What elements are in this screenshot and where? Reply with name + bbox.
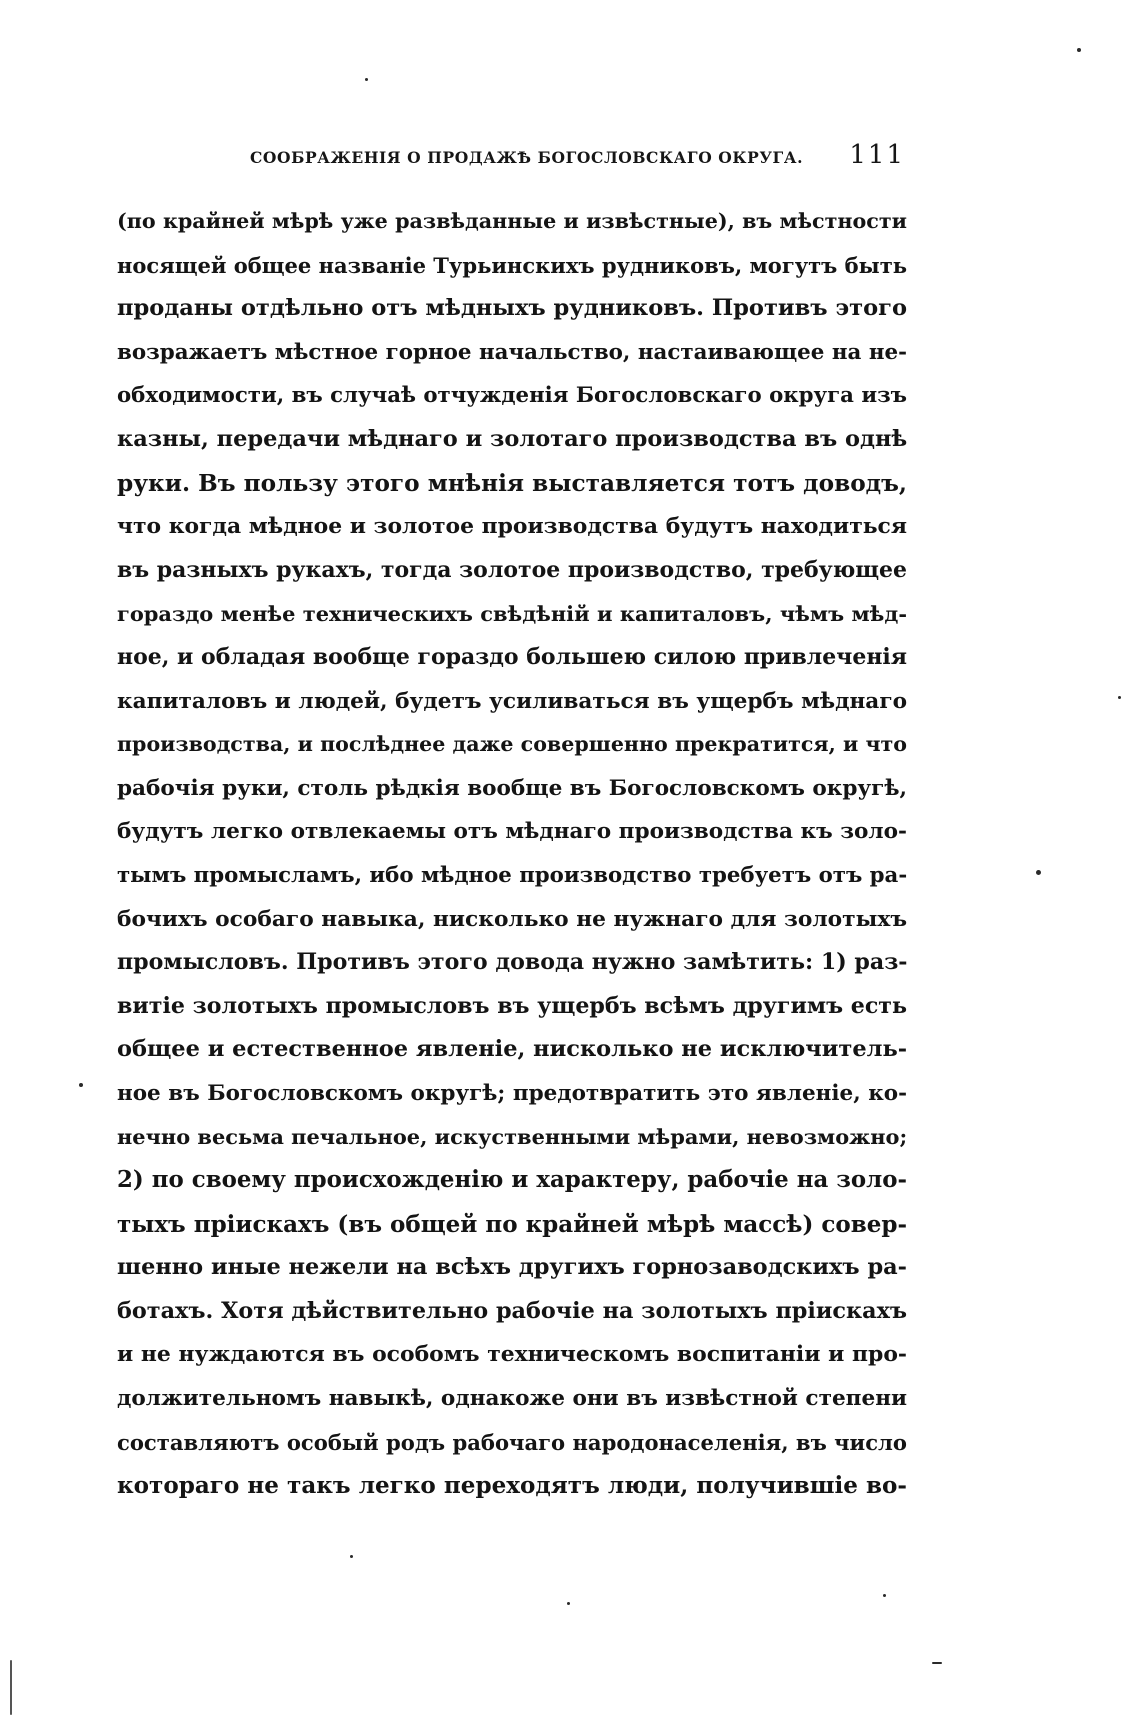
- scan-speck: [1118, 696, 1121, 699]
- text-line: что когда мѣдное и золотое производства будутъ находиться: [117, 513, 907, 540]
- text-line: 2) по своему происхожденію и характеру, рабочіе на золо-: [117, 1167, 907, 1194]
- text-line: проданы отдѣльно отъ мѣдныхъ рудниковъ. Противъ этого: [117, 295, 907, 322]
- text-line: будутъ легко отвлекаемы отъ мѣднаго производства къ золо-: [117, 819, 907, 845]
- text-line: тыхъ пріискахъ (въ общей по крайней мѣрѣ массѣ) совер-: [117, 1210, 907, 1238]
- text-line: должительномъ навыкѣ, однакоже они въ извѣстной степени: [117, 1386, 907, 1412]
- scan-speck: [350, 1555, 353, 1558]
- text-line: гораздо менѣе техническихъ свѣдѣній и капиталовъ, чѣмъ мѣд-: [117, 601, 907, 627]
- text-line: витіе золотыхъ промысловъ въ ущербъ всѣмъ другимъ есть: [117, 992, 907, 1019]
- text-line: тымъ промысламъ, ибо мѣдное производство требуетъ отъ ра-: [117, 862, 907, 888]
- scan-speck: [883, 1594, 886, 1597]
- text-line: ботахъ. Хотя дѣйствительно рабочіе на золотыхъ пріискахъ: [117, 1297, 907, 1324]
- text-line: общее и естественное явленіе, нисколько не исключитель-: [117, 1036, 907, 1063]
- running-title: СООБРАЖЕНІЯ О ПРОДАЖѢ БОГОСЛОВСКАГО ОКРУГА.: [250, 148, 804, 167]
- text-line: ное, и обладая вообще гораздо большею силою привлеченія: [117, 643, 907, 670]
- scan-speck: [567, 1602, 570, 1605]
- text-line: нечно весьма печальное, искуственными мѣрами, невозможно;: [117, 1124, 907, 1150]
- scan-speck: [365, 78, 368, 81]
- scan-speck: [79, 1083, 83, 1087]
- text-line: капиталовъ и людей, будетъ усиливаться въ ущербъ мѣднаго: [117, 688, 907, 714]
- text-line: и не нуждаются въ особомъ техническомъ воспитаніи и про-: [117, 1341, 907, 1368]
- text-line: руки. Въ пользу этого мнѣнія выставляется тотъ доводъ,: [117, 469, 907, 497]
- page-number: 111: [849, 140, 905, 170]
- text-line: носящей общее названіе Турьинскихъ рудниковъ, могутъ быть: [117, 252, 907, 278]
- scan-speck: [10, 1660, 12, 1715]
- scan-speck: [932, 1662, 942, 1664]
- running-header: [250, 140, 905, 180]
- scan-speck: [1036, 870, 1041, 875]
- text-line: возражаетъ мѣстное горное начальство, настаивающее на не-: [117, 339, 907, 365]
- text-line: промысловъ. Противъ этого довода нужно замѣтить: 1) раз-: [117, 949, 907, 976]
- text-line: въ разныхъ рукахъ, тогда золотое производство, требующее: [117, 556, 907, 583]
- body-paragraph: [117, 200, 907, 1508]
- text-line: шенно иные нежели на всѣхъ другихъ горнозаводскихъ ра-: [117, 1254, 907, 1281]
- text-line: казны, передачи мѣднаго и золотаго производства въ однѣ: [117, 425, 907, 452]
- text-line: (по крайней мѣрѣ уже развѣданные и извѣстные), въ мѣстности: [117, 209, 907, 233]
- text-line: ное въ Богословскомъ округѣ; предотвратить это явленіе, ко-: [117, 1080, 907, 1106]
- text-line: составляютъ особый родъ рабочаго народонаселенія, въ число: [117, 1429, 907, 1455]
- text-line: обходимости, въ случаѣ отчужденія Богословскаго округа изъ: [117, 383, 907, 409]
- text-line: рабочія руки, столь рѣдкія вообще въ Богословскомъ округѣ,: [117, 775, 907, 801]
- text-line: бочихъ особаго навыка, нисколько не нужнаго для золотыхъ: [117, 906, 907, 932]
- scan-speck: [1077, 48, 1081, 52]
- text-line: котораго не такъ легко переходятъ люди, получившіе во-: [117, 1472, 907, 1500]
- text-line: производства, и послѣднее даже совершенно прекратится, и что: [117, 732, 907, 757]
